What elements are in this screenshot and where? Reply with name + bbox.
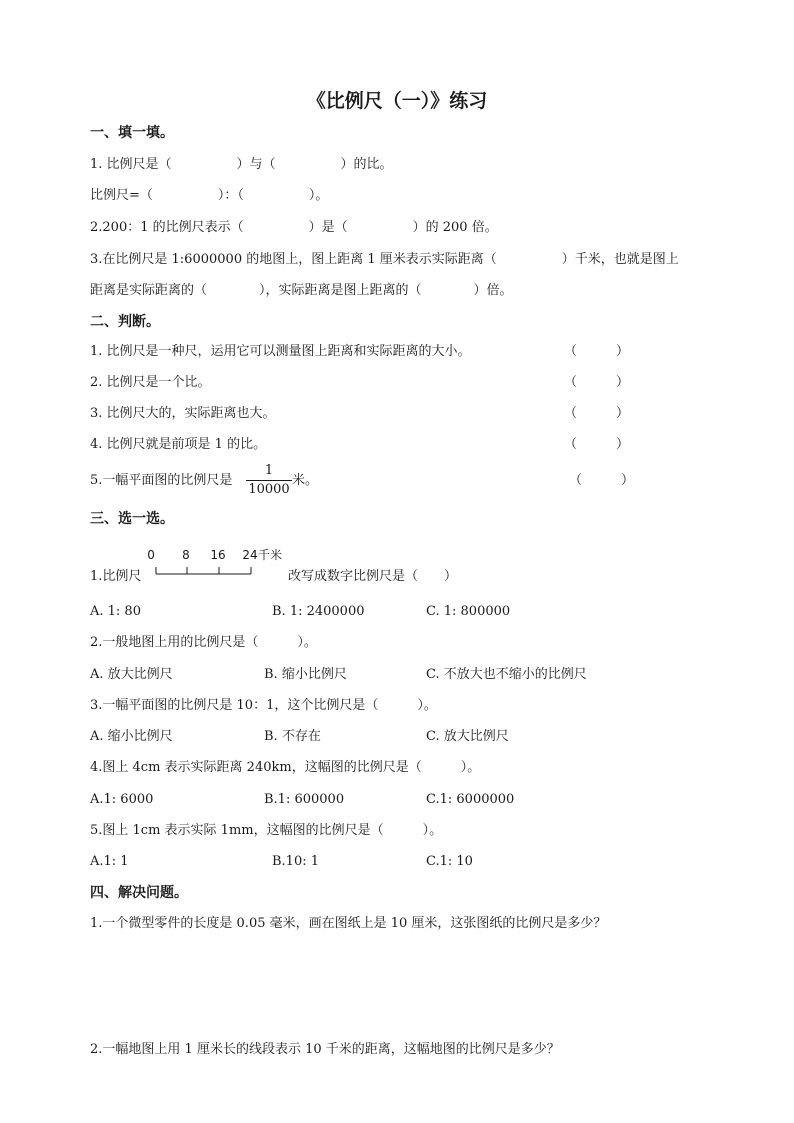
choice-3-option-b: B. 不存在 — [264, 729, 321, 744]
scale-unit-label: 千米 — [258, 548, 283, 562]
judge-item-5-suffix: 米。 — [292, 473, 319, 488]
problem-question-2: 2.一幅地图上用 1 厘米长的线段表示 10 千米的距离，这幅地图的比例尺是多少？ — [90, 1042, 560, 1057]
judge-answer-paren-3: （ ） — [564, 406, 630, 421]
scale-label-16: 16 — [210, 548, 226, 562]
choice-4-option-a: A.1: 6000 — [90, 792, 154, 807]
judge-item-4: 4. 比例尺就是前项是 1 的比。 — [90, 437, 267, 452]
section3-heading: 三、选一选。 — [90, 511, 174, 527]
choice-2-option-b: B. 缩小比例尺 — [264, 667, 347, 682]
judge-item-3: 3. 比例尺大的，实际距离也大。 — [90, 406, 276, 421]
scale-label-8: 8 — [182, 548, 190, 562]
choice-2-option-c: C. 不放大也不缩小的比例尺 — [426, 667, 587, 682]
choice-1-option-c: C. 1: 800000 — [426, 604, 511, 619]
choice-5-option-c: C.1: 10 — [426, 854, 473, 869]
choice-3-option-c: C. 放大比例尺 — [426, 729, 509, 744]
choice-5-option-a: A.1: 1 — [90, 854, 129, 869]
choice-5-option-b: B.10: 1 — [272, 854, 320, 869]
section1-heading: 一、填一填。 — [90, 125, 174, 141]
choice-1-option-a: A. 1: 80 — [90, 604, 141, 619]
judge-item-2: 2. 比例尺是一个比。 — [90, 375, 211, 390]
choice-4-option-c: C.1: 6000000 — [426, 792, 515, 807]
fraction-denominator: 10000 — [248, 482, 290, 497]
scale-label-0: 0 — [147, 548, 155, 562]
judge-item-5-prefix: 5.一幅平面图的比例尺是 — [90, 473, 233, 488]
judge-answer-paren-4: （ ） — [564, 437, 630, 452]
fill-question-3-line1: 3.在比例尺是 1:6000000 的地图上，图上距离 1 厘米表示实际距离（ ）千米，也就是图上 — [90, 252, 679, 267]
section2-heading: 二、判断。 — [90, 314, 160, 330]
choice-1-option-b: B. 1: 2400000 — [272, 604, 365, 619]
judge-answer-paren-1: （ ） — [564, 344, 630, 359]
fill-question-2: 2.200：1 的比例尺表示（ ）是（ ）的 200 倍。 — [90, 220, 498, 235]
scale-label-24: 24 — [242, 548, 258, 562]
choice-question-4: 4.图上 4cm 表示实际距离 240km，这幅图的比例尺是（ ）。 — [90, 760, 481, 775]
choice-question-1-prefix: 1.比例尺 — [90, 569, 142, 584]
fill-question-3-line2: 距离是实际距离的（ ），实际距离是图上距离的（ ）倍。 — [90, 283, 513, 298]
choice-question-3: 3.一幅平面图的比例尺是 10：1，这个比例尺是（ ）。 — [90, 698, 437, 713]
line-scale-figure — [148, 546, 298, 580]
choice-2-option-a: A. 放大比例尺 — [90, 667, 173, 682]
judge-answer-paren-5: （ ） — [569, 473, 635, 488]
judge-item-1: 1. 比例尺是一种尺，运用它可以测量图上距离和实际距离的大小。 — [90, 344, 471, 359]
page-title: 《比例尺（一）》练习 — [306, 90, 488, 112]
choice-4-option-b: B.1: 600000 — [264, 792, 345, 807]
fraction-numerator: 1 — [246, 463, 292, 481]
fill-question-1: 1. 比例尺是（ ）与（ ）的比。 — [90, 157, 393, 172]
choice-question-2: 2.一般地图上用的比例尺是（ ）。 — [90, 635, 317, 650]
section4-heading: 四、解决问题。 — [90, 885, 188, 901]
problem-question-1: 1.一个微型零件的长度是 0.05 毫米，画在图纸上是 10 厘米，这张图纸的比例尺是多少？ — [90, 916, 607, 931]
fill-question-1b: 比例尺=（ ）：（ ）。 — [90, 188, 329, 203]
choice-3-option-a: A. 缩小比例尺 — [90, 729, 173, 744]
choice-question-5: 5.图上 1cm 表示实际 1mm，这幅图的比例尺是（ ）。 — [90, 823, 443, 838]
fraction — [246, 463, 292, 498]
judge-answer-paren-2: （ ） — [564, 375, 630, 390]
choice-question-1-suffix: 改写成数字比例尺是（ ） — [288, 569, 458, 584]
